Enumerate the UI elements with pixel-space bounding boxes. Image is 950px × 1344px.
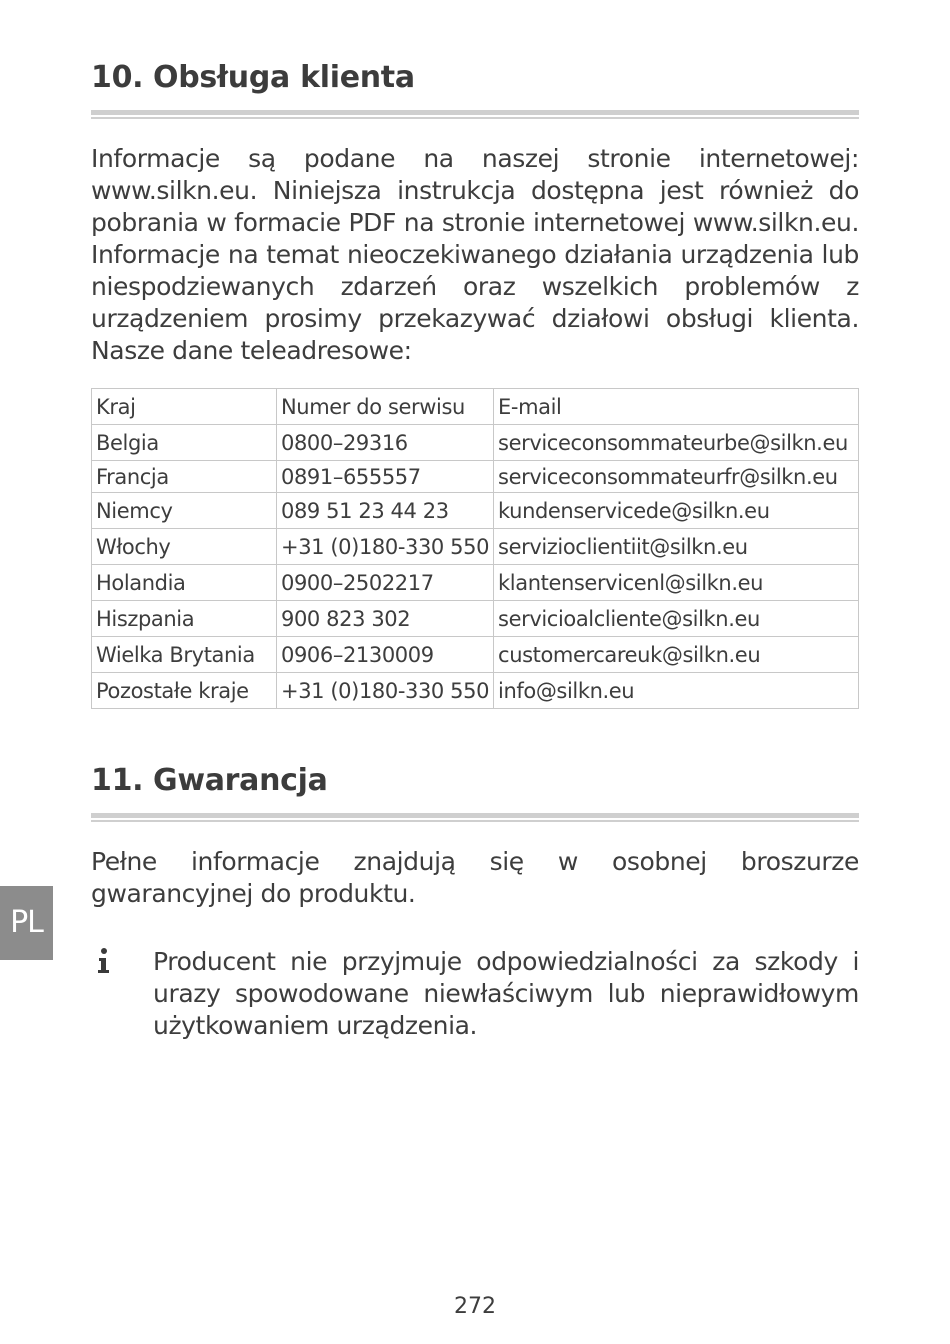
phone-cell: 900 823 302: [277, 601, 494, 637]
email-cell: serviceconsommateurfr@silkn.eu: [494, 461, 859, 493]
table-row: [92, 493, 859, 529]
email-cell: klantenservicenl@silkn.eu: [494, 565, 859, 601]
section-10-intro: Informacje są podane na naszej stronie internetowej: www.silkn.eu. Niniejsza instrukcja dostępna jest również do pobrania w formacie PDF na stronie internetowej www.silkn.eu. Informacje na temat nieoczekiwanego działania urządzenia lub niespodziewanych zdarzeń oraz wszelkich problemów z urządzeniem prosimy przekazywać działowi obsługi klienta. Nasze dane teleadresowe:: [91, 144, 859, 365]
country-cell: Niemcy: [92, 493, 277, 529]
table-header-row: [92, 389, 859, 425]
phone-cell: +31 (0)180-330 550: [277, 673, 494, 709]
section-10-rule: [91, 110, 859, 119]
language-tab: PL: [0, 886, 53, 960]
table-row: [92, 673, 859, 709]
section-11-rule: [91, 813, 859, 822]
country-cell: Francja: [92, 461, 277, 493]
contacts-table: [91, 388, 859, 709]
section-11-heading: [91, 763, 859, 798]
section-11-number: 11.: [91, 763, 144, 798]
section-11-title: Gwarancja: [153, 763, 328, 798]
email-cell: servizioclientiit@silkn.eu: [494, 529, 859, 565]
table-row: [92, 461, 859, 493]
country-cell: Belgia: [92, 425, 277, 461]
phone-cell: +31 (0)180-330 550: [277, 529, 494, 565]
table-row: [92, 425, 859, 461]
header-phone: Numer do serwisu: [277, 389, 494, 425]
country-cell: Hiszpania: [92, 601, 277, 637]
country-cell: Włochy: [92, 529, 277, 565]
phone-cell: 0891–655557: [277, 461, 494, 493]
section-10-number: 10.: [91, 60, 144, 95]
country-cell: Pozostałe kraje: [92, 673, 277, 709]
section-10-title: Obsługa klienta: [153, 60, 415, 95]
warranty-note: Producent nie przyjmuje odpowiedzialności za szkody i urazy spowodowane niewłaściwym lub nieprawidłowym użytkowaniem urządzenia.: [153, 947, 859, 1040]
table-row: [92, 565, 859, 601]
table-row: [92, 529, 859, 565]
phone-cell: 0906–2130009: [277, 637, 494, 673]
info-icon: [96, 947, 112, 975]
page-number: 272: [454, 1294, 496, 1319]
email-cell: servicioalcliente@silkn.eu: [494, 601, 859, 637]
header-country: Kraj: [92, 389, 277, 425]
phone-cell: 0800–29316: [277, 425, 494, 461]
section-11-intro: Pełne informacje znajdują się w osobnej broszurze gwarancyjnej do produktu.: [91, 847, 859, 908]
phone-cell: 089 51 23 44 23: [277, 493, 494, 529]
table-row: [92, 601, 859, 637]
section-10-heading: [91, 60, 859, 95]
country-cell: Wielka Brytania: [92, 637, 277, 673]
phone-cell: 0900–2502217: [277, 565, 494, 601]
table-row: [92, 637, 859, 673]
header-email: E-mail: [494, 389, 859, 425]
email-cell: info@silkn.eu: [494, 673, 859, 709]
email-cell: kundenservicede@silkn.eu: [494, 493, 859, 529]
email-cell: serviceconsommateurbe@silkn.eu: [494, 425, 859, 461]
email-cell: customercareuk@silkn.eu: [494, 637, 859, 673]
country-cell: Holandia: [92, 565, 277, 601]
